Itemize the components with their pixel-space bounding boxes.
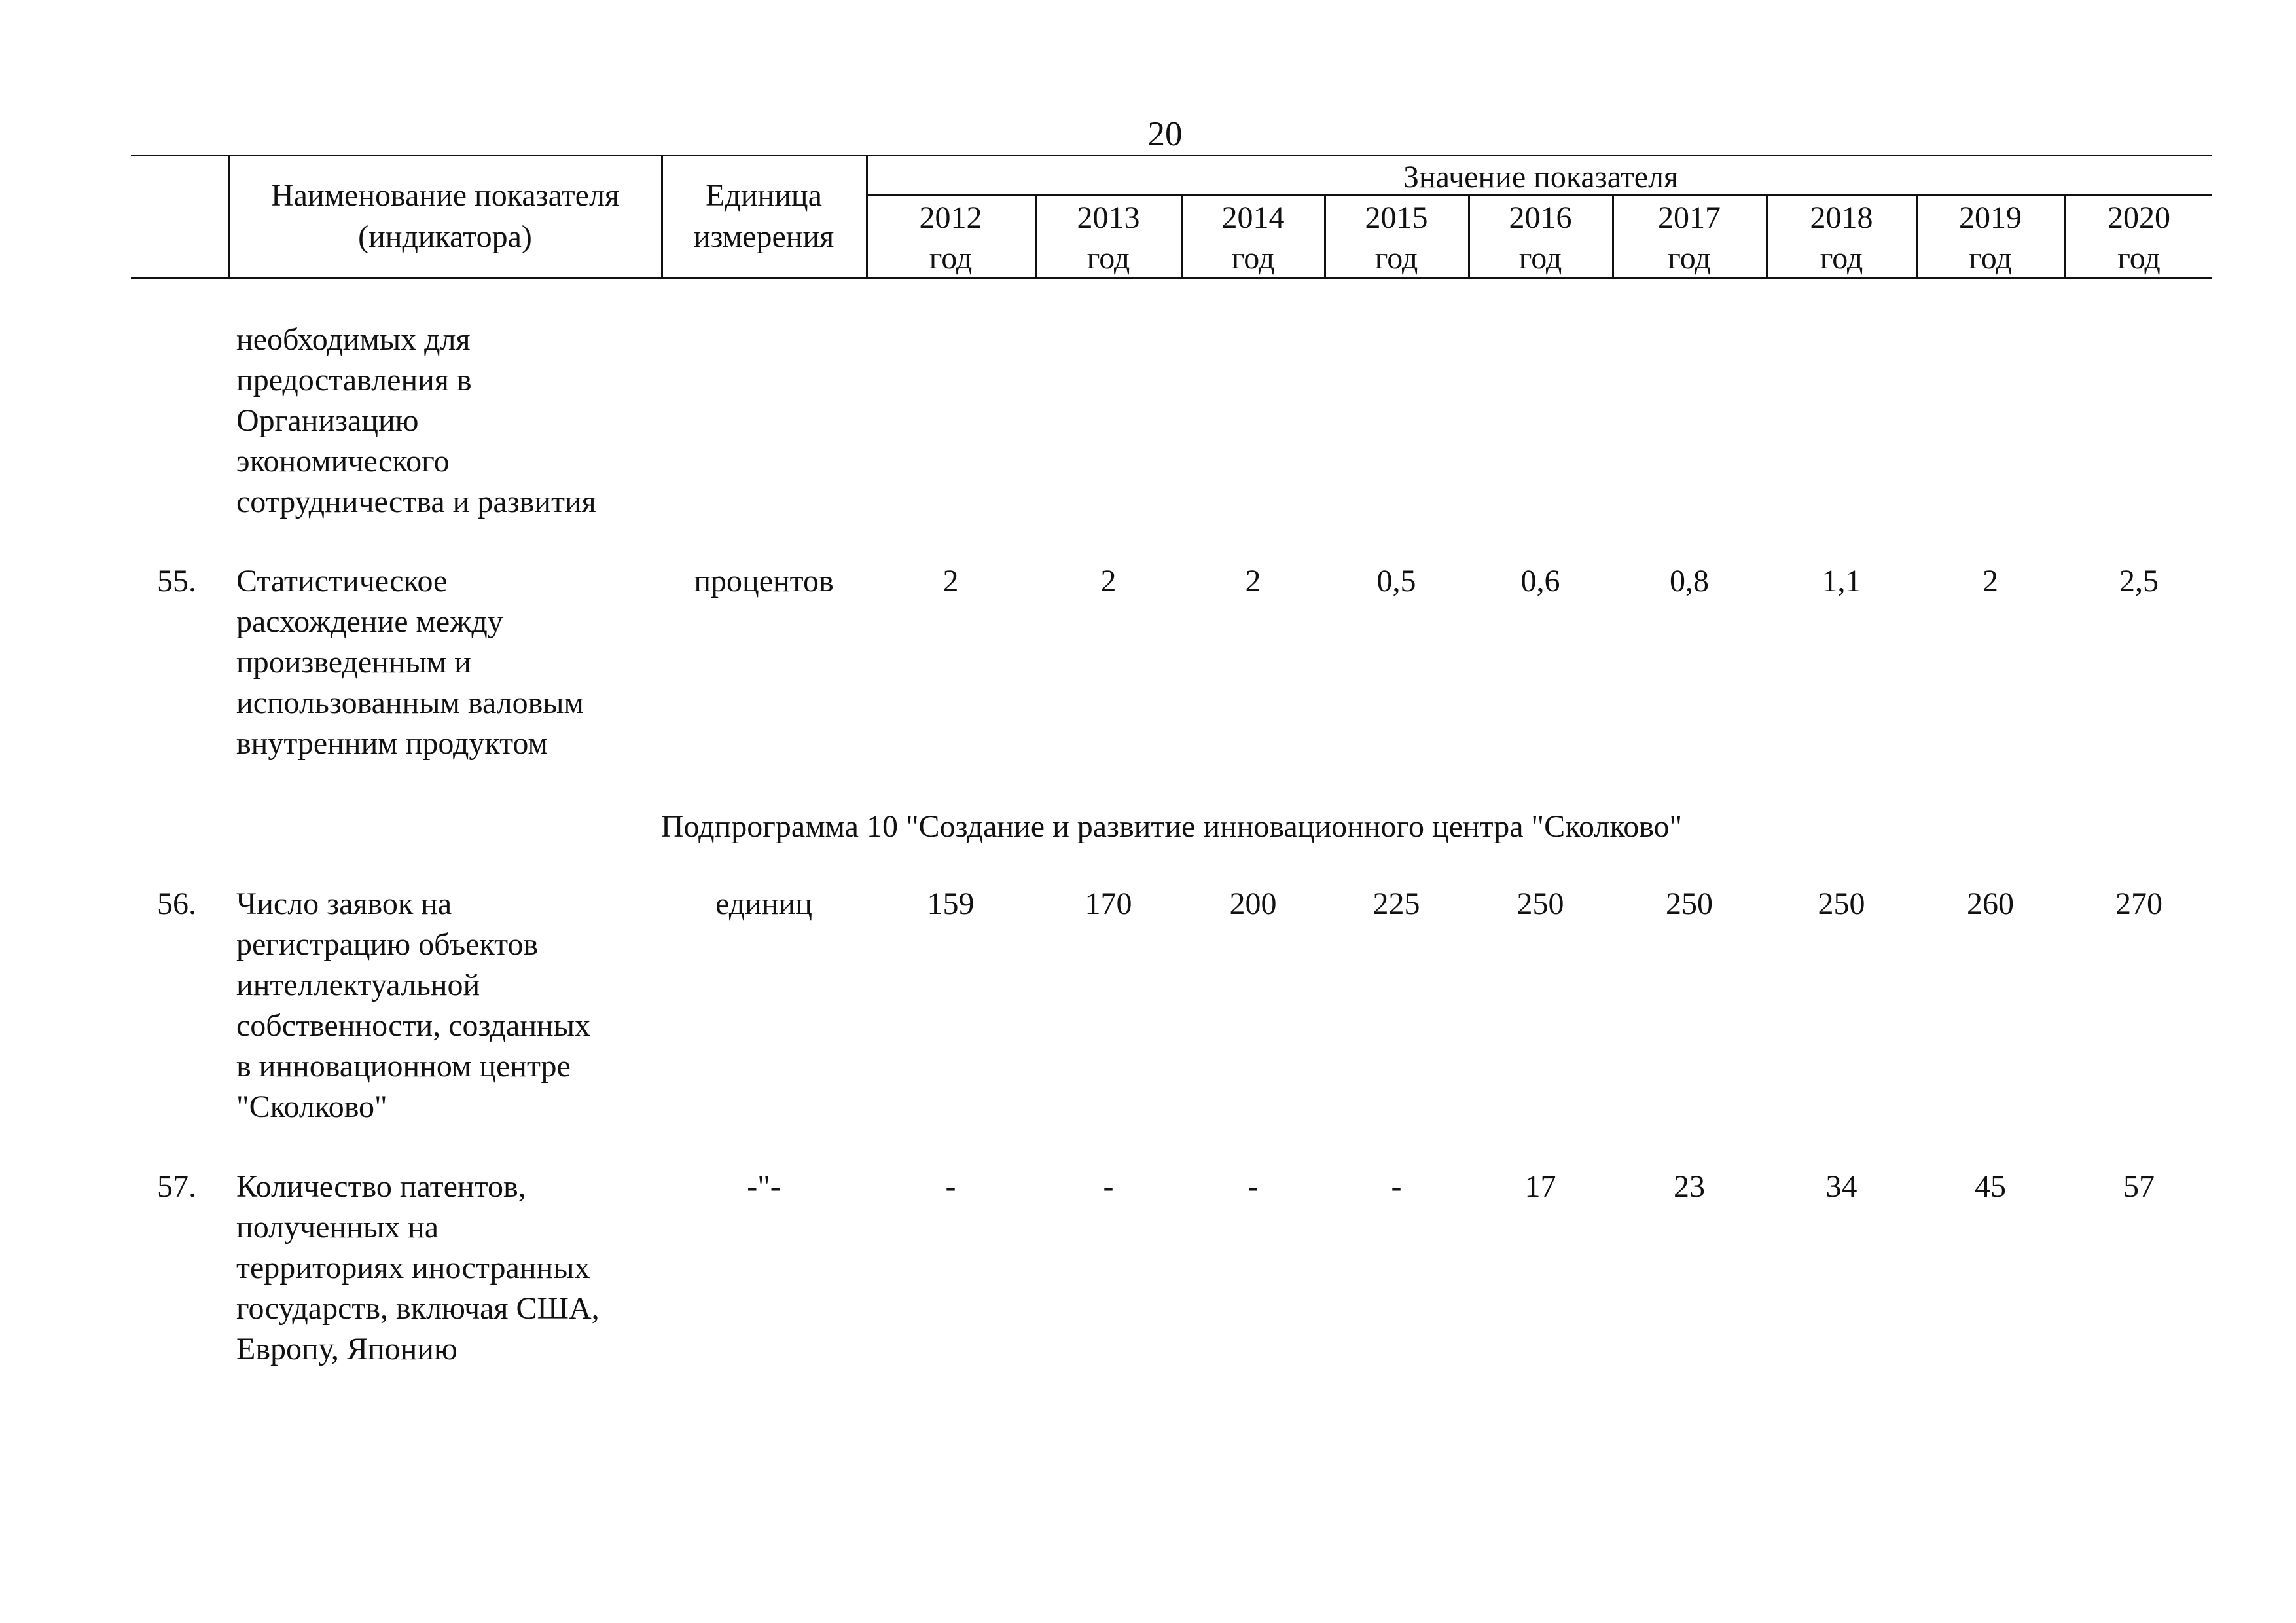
row-value: 2 (1982, 564, 1998, 598)
row-value: - (1103, 1169, 1114, 1204)
row-indicator-name: Число заявок на регистрацию объектов интеллектуальной собственности, созданных в инновационном центре "Сколково" (236, 886, 590, 1124)
row-value: 200 (1229, 886, 1277, 921)
header-name-column: Наименование показателя (индикатора) (271, 178, 619, 254)
row-value: 250 (1818, 886, 1865, 921)
row-value: 17 (1524, 1169, 1556, 1204)
row-value: - (945, 1169, 956, 1204)
header-year: 2015 год (1365, 200, 1428, 276)
row-indicator-name: Статистическое расхождение между произведенным и использованным валовым внутренним продуктом (236, 564, 584, 761)
header-top-rule (131, 155, 2212, 156)
row-value: 270 (2115, 886, 2162, 921)
row-value: - (1391, 1169, 1402, 1204)
row-value: 159 (927, 886, 975, 921)
header-year: 2020 год (2108, 200, 2170, 276)
row-value: 170 (1085, 886, 1132, 921)
row-number: 57. (157, 1169, 196, 1204)
row-value: 260 (1967, 886, 2014, 921)
row-value: 0,5 (1376, 564, 1416, 598)
header-year: 2014 год (1221, 200, 1285, 276)
row-value: 45 (1975, 1169, 2006, 1204)
row-value: 0,6 (1520, 564, 1560, 598)
header-year: 2017 год (1658, 200, 1721, 276)
header-unit-column: Единица измерения (693, 178, 834, 254)
row-value: 2 (1245, 564, 1261, 598)
page-number: 20 (1147, 115, 1183, 153)
row-number: 55. (157, 564, 196, 598)
row-value: 250 (1516, 886, 1564, 921)
row-value: 1,1 (1821, 564, 1861, 598)
header-year: 2018 год (1810, 200, 1873, 276)
row-value: 250 (1666, 886, 1713, 921)
continuation-text: необходимых для предоставления в Организацию экономического сотрудничества и развития (236, 322, 596, 519)
row-unit: единиц (715, 886, 812, 921)
row-value: 2 (1100, 564, 1117, 598)
row-indicator-name: Количество патентов, полученных на территориях иностранных государств, включая США, Европу, Японию (236, 1169, 600, 1366)
header-year: 2019 год (1959, 200, 2022, 276)
row-value: 23 (1674, 1169, 1705, 1204)
subprogram-title: Подпрограмма 10 "Создание и развитие инновационного центра "Сколково" (660, 809, 1683, 844)
row-value: 34 (1825, 1169, 1857, 1204)
row-value: 225 (1372, 886, 1420, 921)
row-value: 2,5 (2119, 564, 2159, 598)
row-value: 57 (2123, 1169, 2155, 1204)
header-year: 2016 год (1509, 200, 1572, 276)
header-year: 2012 год (919, 200, 982, 276)
header-year: 2013 год (1077, 200, 1140, 276)
header-values-column: Значение показателя (1403, 160, 1679, 194)
row-value: 2 (942, 564, 959, 598)
row-unit: процентов (694, 564, 834, 598)
row-value: 0,8 (1670, 564, 1709, 598)
row-number: 56. (157, 886, 196, 921)
row-unit: -"- (747, 1169, 781, 1204)
row-value: - (1247, 1169, 1259, 1204)
